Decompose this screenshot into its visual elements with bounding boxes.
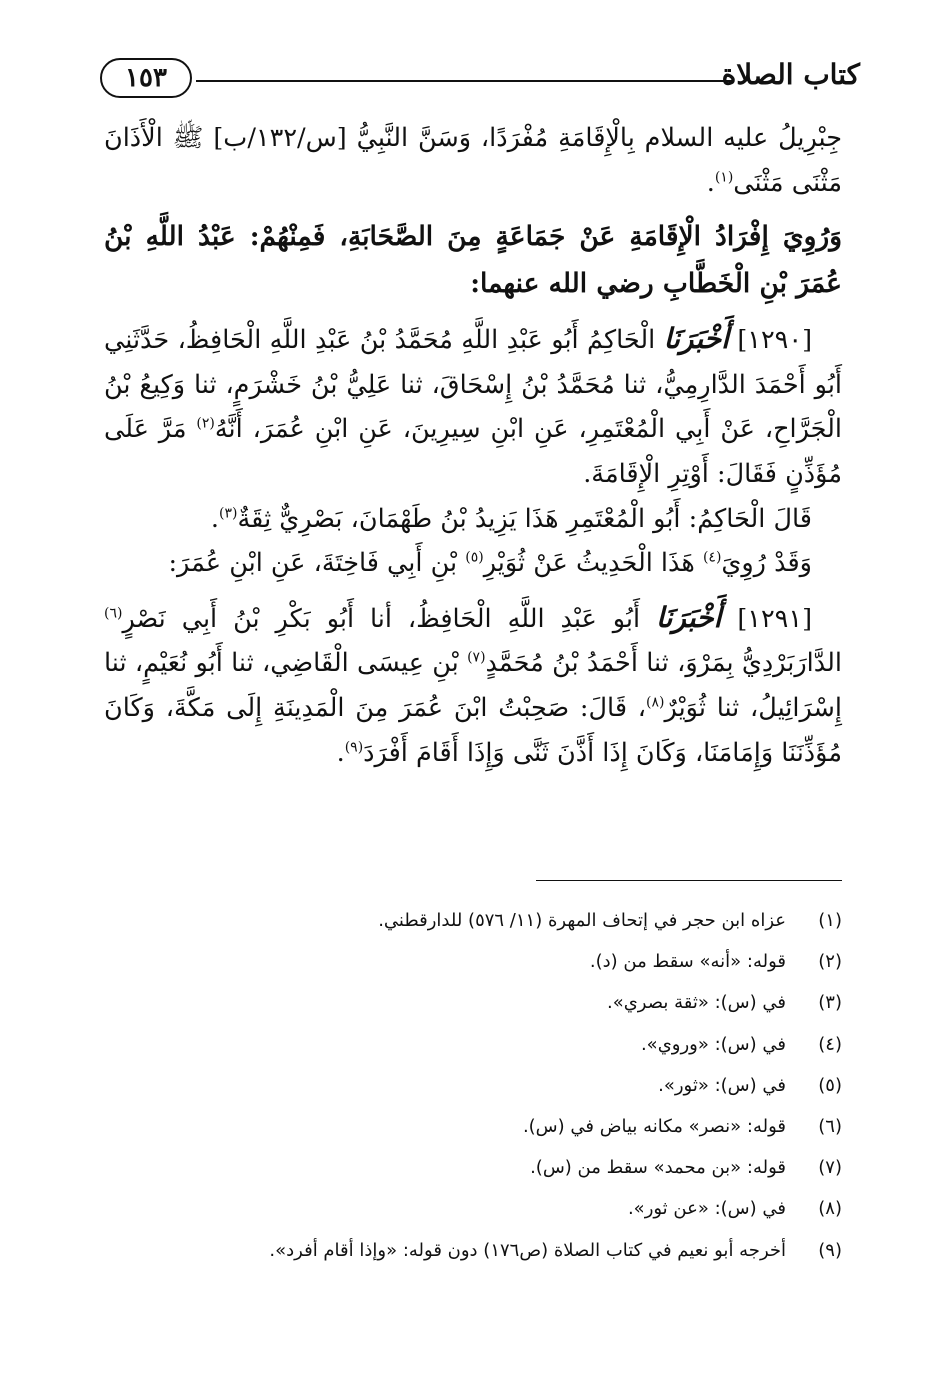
hadith-1290: [١٢٩٠] أَخْبَرَنَا الْحَاكِمُ أَبُو عَبْدِ اللَّهِ مُحَمَّدُ بْنُ عَبْدِ اللَّهِ الْحَافِظُ، حَدَّثَنِي أَبُو أَحْمَدَ الدَّارِمِيُّ، ثنا مُحَمَّدُ بْنُ إِسْحَاقَ، ثنا عَلِيُّ بْنُ خَشْرَمٍ، ثنا وَكِيعُ بْنُ الْجَرَّاحِ، عَنْ أَبِي الْمُعْتَمِرِ، عَنِ ابْنِ سِيرِينَ، عَنِ ابْنِ عُمَرَ، أَنَّهُ$^{(٢)}$ مَرَّ عَلَى مُؤَذِّنٍ فَقَالَ: أَوْتِرِ الْإِقَامَةَ. bbox=[104, 322, 842, 489]
footnote-text: في (س): «وروي». bbox=[640, 1033, 786, 1055]
footnote bbox=[102, 1106, 842, 1147]
footnote-text: في (س): «عن ثور». bbox=[627, 1198, 786, 1220]
footnote-text: في (س): «ثور». bbox=[658, 1074, 786, 1096]
footnote-number: (٧) bbox=[818, 1157, 842, 1179]
akhbarana-keyword: أَخْبَرَنَا bbox=[663, 322, 729, 356]
footnote bbox=[102, 941, 842, 982]
footnote-text: قوله: «بن محمد» سقط من (س). bbox=[530, 1157, 786, 1179]
footnotes-list bbox=[102, 900, 842, 1271]
footnote-number: (٨) bbox=[818, 1198, 842, 1220]
footnote-number: (٩) bbox=[818, 1239, 842, 1261]
footnote bbox=[102, 1147, 842, 1188]
hakim-comment: قَالَ الْحَاكِمُ: أَبُو الْمُعْتَمِرِ هَذَا يَزِيدُ بْنُ طَهْمَانَ، بَصْرِيٌّ ثِقَةٌ$^{(٣)}$. bbox=[210, 503, 812, 534]
footnote bbox=[102, 1188, 842, 1229]
footnote-text: عزاه ابن حجر في إتحاف المهرة (١١/ ٥٧٦) للدارقطني. bbox=[378, 910, 786, 931]
footnote-text: في (س): «ثقة بصري». bbox=[606, 992, 786, 1014]
footnote-number: (٤) bbox=[818, 1033, 842, 1055]
footnote-ref: (٤) bbox=[702, 549, 722, 566]
footnote-separator bbox=[536, 880, 842, 881]
footnote-ref: (٢) bbox=[196, 415, 215, 432]
footnote-number: (٣) bbox=[818, 992, 842, 1014]
footnote-text: أخرجه أبو نعيم في كتاب الصلاة (ص١٧٦) دون قوله: «وإذا أقام أفرد». bbox=[269, 1239, 786, 1261]
footnote-ref: (٧) bbox=[467, 649, 486, 666]
footnote-text: قوله: «أنه» سقط من (د). bbox=[589, 951, 786, 973]
footnote bbox=[102, 1065, 842, 1106]
running-title: كتاب الصلاة bbox=[721, 58, 860, 91]
main-text bbox=[104, 116, 842, 775]
footnote bbox=[102, 982, 842, 1023]
footnote-number: (٦) bbox=[818, 1115, 842, 1137]
footnote-number: (١) bbox=[818, 910, 842, 931]
hadith-1291: [١٢٩١] أَخْبَرَنَا أَبُو عَبْدِ اللَّهِ الْحَافِظُ، أنا أَبُو بَكْرِ بْنُ أَبِي نَصْرٍ$^{(٦)}$ الدَّارَبَرْدِيُّ بِمَرْوَ، ثنا أَحْمَدُ بْنُ مُحَمَّدٍ$^{(٧)}$ بْنِ عِيسَى الْقَاضِي، ثنا أَبُو نُعَيْمٍ، ثنا إِسْرَائِيلُ، ثنا ثُوَيْرٌ$^{(٨)}$، قَالَ: صَحِبْتُ ابْنَ عُمَرَ مِنَ الْمَدِينَةِ إِلَى مَكَّةَ، وَكَانَ مُؤَذِّنَنَا وَإِمَامَنَا، وَكَانَ إِذَا أَذَّنَ ثَنَّى وَإِذَا أَقَامَ أَفْرَدَ$^{(٩)}$. bbox=[104, 600, 842, 768]
footnote-number: (٥) bbox=[818, 1074, 842, 1096]
akhbarana-keyword: أَخْبَرَنَا bbox=[656, 600, 722, 634]
page-header bbox=[100, 56, 860, 106]
section-heading-paragraph: وَرُوِيَ إِفْرَادُ الْإِقَامَةِ عَنْ جَمَاعَةٍ مِنَ الصَّحَابَةِ، فَمِنْهُمْ: عَبْدُ اللَّهِ بْنُ عُمَرَ بْنِ الْخَطَّابِ رضي الله عنهما: bbox=[104, 221, 842, 300]
hadith-number: [١٢٩١] bbox=[737, 603, 813, 634]
footnote-ref: (٩) bbox=[344, 739, 364, 756]
header-rule bbox=[196, 80, 732, 82]
footnote-ref: (٦) bbox=[104, 605, 123, 622]
footnote-ref: (١) bbox=[714, 169, 734, 186]
footnote bbox=[102, 1230, 842, 1271]
hadith-number: [١٢٩٠] bbox=[737, 325, 813, 356]
paragraph-1: جِبْرِيلُ عليه السلام بِالْإِقَامَةِ مُفْرَدًا، وَسَنَّ النَّبِيُّ [س/١٣٢/ب] ﷺ الْأَذَانَ مَثْنَى مَثْنَى$^{(١)}$. bbox=[104, 123, 843, 198]
footnote bbox=[102, 1024, 842, 1065]
riwaya-note: وَقَدْ رُوِيَ$^{(٤)}$ هَذَا الْحَدِيثُ عَنْ ثُوَيْرِ$^{(٥)}$ بْنِ أَبِي فَاخِتَةَ، عَنِ ابْنِ عُمَرَ: bbox=[168, 548, 812, 579]
footnote-number: (٢) bbox=[818, 951, 842, 973]
page-number-badge: ١٥٣ bbox=[100, 58, 192, 98]
footnote-ref: (٨) bbox=[646, 694, 665, 711]
footnote-ref: (٣) bbox=[219, 505, 238, 522]
footnote bbox=[102, 900, 842, 941]
footnote-text: قوله: «نصر» مكانه بياض في (س). bbox=[522, 1115, 786, 1137]
footnote-ref: (٥) bbox=[465, 549, 484, 566]
